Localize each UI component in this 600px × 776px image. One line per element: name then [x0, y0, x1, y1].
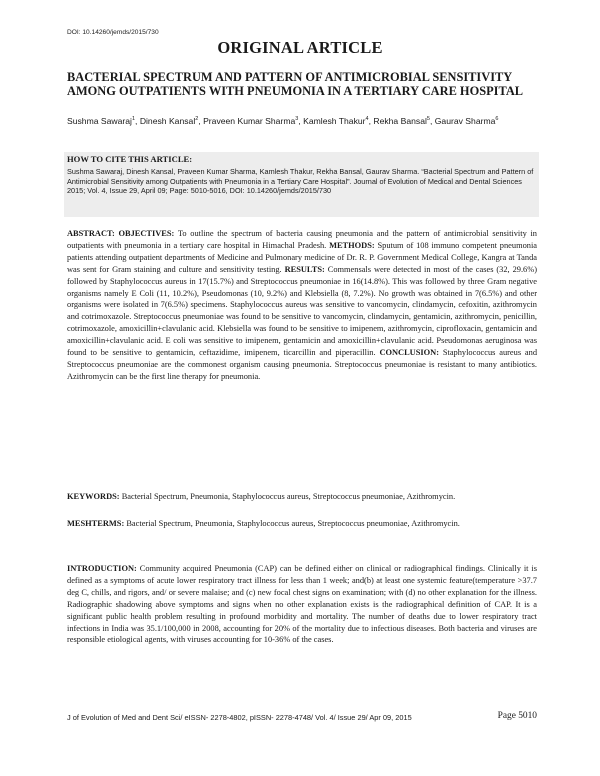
results-text: Commensals were detected in most of the cases (32, 29.6%) followed by Staphylococcus aureus in 17(15.7%) and Streptococcus pneumoniae in 16(14.8%). This was followed by three Gram negative organisms namely E Coli (11, 10.2%), Pseudomonas (10, 9.2%) and Klebsiella (8, 7.2%). No growth was obtained in 7(6.5%) and other organisms were isolated in 7(6.5%) specimens. Staphylococcus aureus was sensitive to vancomycin, clindamycin, cefoxitin, azithromycin and cotrimoxazole. Streptococcus pneumoniae was found to be sensitive to vancomycin, clindamycin, gentamicin, azithromycin, penicillin, cotrimoxazole, amoxicillin+clavulanic acid. Klebsiella was found to be sensitive to imipenem, azithromycin, ciprofloxacin, gentamicin and amoxicillin+clavulanic acid. E coli was sensitive to imipenem, gentamicin and amoxicillin+clavulanic acid. Pseudomonas aeruginosa was found to be sensitive to gentamicin, ceftazidime, imipenem, ticarcillin and piperacillin. [67, 264, 538, 358]
citation-heading: HOW TO CITE THIS ARTICLE: [67, 154, 193, 164]
author-affiliation-mark: 4 [365, 116, 369, 123]
author-name: Praveen Kumar Sharma [203, 116, 296, 126]
objectives-label: OBJECTIVES: [118, 229, 175, 238]
author-name: Gaurav Sharma [434, 116, 496, 126]
objectives-text: To outline the spectrum of bacteria causing pneumonia and the pattern of antimicrobial sensitivity in outpatients with pneumonia in a tertiary care hospital in Himachal Pradesh. [67, 229, 537, 250]
author-affiliation-mark: 5 [426, 116, 430, 123]
keywords-label: KEYWORDS: [67, 492, 120, 501]
journal-footer-text: J of Evolution of Med and Dent Sci/ eISSN- 2278-4802, pISSN- 2278-4748/ Vol. 4/ Issue 29/ Apr 09, 2015 [67, 713, 412, 722]
article-title: BACTERIAL SPECTRUM AND PATTERN OF ANTIMICROBIAL SENSITIVITY AMONG OUTPATIENTS WITH PNEUMONIA IN A TERTIARY CARE HOSPITAL [67, 70, 524, 98]
author-name: Sushma Sawaraj [67, 116, 132, 126]
article-type-heading: ORIGINAL ARTICLE [217, 38, 383, 57]
introduction-label: INTRODUCTION: [67, 564, 137, 573]
meshterms-text: Bacterial Spectrum, Pneumonia, Staphylococcus aureus, Streptococcus pneumoniae, Azithromycin. [126, 519, 460, 528]
keywords-section [67, 491, 537, 503]
results-label: RESULTS: [284, 264, 325, 274]
introduction-text: Community acquired Pneumonia (CAP) can be defined either on clinical or radiographical findings. Clinically it is defined as a symptoms of acute lower respiratory tract illness for less than 1 week; and(b) at least one systemic feature(temperature >37.7 deg C, chills, and rigors, and/ or severe malaise; and (c) new focal chest signs on examination; with (d) no other explanation for the illness. Radiographic shadowing above symptoms and signs when no other explanation exists is the radiographical definition of CAP. It is a significant public health problem resulting in profound morbidity and mortality. The number of deaths due to lower respiratory tract infections in India was 35.1/100,000 in 2008, accounting for 20% of the mortality due to infectious diseases. Both bacteria and viruses are responsible etiological agents, with viruses accounting for 10-36% of the cases. [67, 564, 537, 645]
meshterms-section [67, 518, 537, 530]
author-affiliation-mark: 6 [495, 116, 499, 123]
methods-text: Sputum of 108 immuno competent pneumonia patients attending outpatient departments of Medicine and Pulmonary medicine of Dr. R. P. Government Medical College, Kangra at Tanda was sent for Gram staining and culture and sensitivity testing. [67, 240, 538, 274]
author-affiliation-mark: 2 [195, 116, 199, 123]
author-name: Dinesh Kansal [139, 116, 196, 126]
keywords-text: Bacterial Spectrum, Pneumonia, Staphylococcus aureus, Streptococcus pneumoniae, Azithromycin. [121, 492, 456, 501]
page-footer [67, 713, 537, 722]
author-name: Rekha Bansal [373, 116, 427, 126]
introduction-section [67, 563, 537, 646]
doi-line: DOI: 10.14260/jemds/2015/730 [67, 29, 159, 36]
abstract-section [67, 228, 537, 383]
author-list: Sushma Sawaraj$^1$, Dinesh Kansal$^2$, Praveen Kumar Sharma$^3$, Kamlesh Thakur$^4$, Rekha Bansal$^5$, Gaurav Sharma$^6$ [67, 116, 499, 126]
conclusion-label: CONCLUSION: [379, 348, 439, 358]
abstract-label: ABSTRACT: [67, 229, 115, 238]
page-number: Page 5010 [497, 711, 537, 721]
author-name: Kamlesh Thakur [303, 116, 366, 126]
meshterms-label: MESHTERMS: [67, 519, 125, 528]
citation-text: Sushma Sawaraj, Dinesh Kansal, Praveen Kumar Sharma, Kamlesh Thakur, Rekha Bansal, Gaurav Sharma. “Bacterial Spectrum and Pattern of Antimicrobial Sensitivity among Outpatients with Pneumonia in a Tertiary Care Hospital”. Journal of Evolution of Medical and Dental Sciences 2015; Vol. 4, Issue 29, April 09; Page: 5010-5016, DOI: 10.14260/jemds/2015/730 [67, 167, 534, 196]
author-affiliation-mark: 3 [295, 116, 299, 123]
author-affiliation-mark: 1 [131, 116, 136, 123]
conclusion-text: Staphylococcus aureus and Streptococcus pneumoniae are the commonest organism causing pneumonia. Streptococcus pneumoniae is resistant to many antibiotics. Azithromycin can be the first line therapy for pneumonia. [67, 348, 538, 381]
methods-label: METHODS: [329, 240, 375, 250]
